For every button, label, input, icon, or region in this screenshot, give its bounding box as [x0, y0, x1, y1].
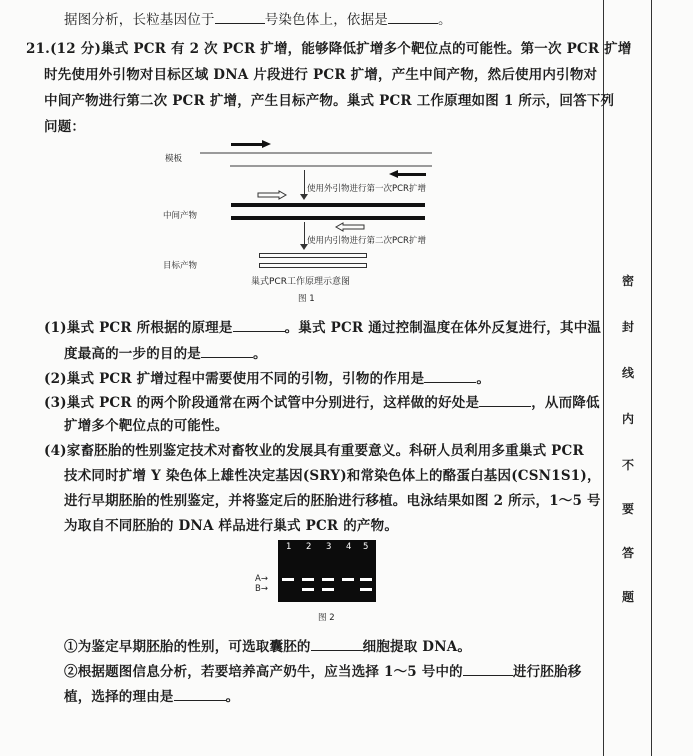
band-a — [360, 578, 372, 581]
inner-primer-reverse-icon — [335, 222, 365, 232]
subquestion-2: (2)巢式 PCR 扩增过程中需要使用不同的引物，引物的作用是 。 — [44, 371, 491, 387]
side-char: 封 — [621, 320, 634, 334]
label-target: 目标产物 — [163, 261, 198, 271]
answer-blank[interactable] — [463, 662, 513, 676]
subquestion-1-cont: 度最高的一步的目的是 。 — [64, 346, 267, 362]
side-char: 线 — [621, 366, 634, 380]
target-strand-top — [259, 253, 367, 258]
side-char: 不 — [621, 458, 634, 472]
answer-blank[interactable] — [311, 637, 363, 651]
arrow-right-icon — [262, 139, 272, 149]
side-char: 密 — [621, 274, 634, 288]
outer-primer-forward — [231, 143, 265, 146]
part-1: ①为鉴定早期胚胎的性别，可选取囊胚的 细胞提取 DNA。 — [64, 639, 472, 655]
arrow-left-icon — [389, 169, 399, 179]
answer-blank[interactable] — [233, 318, 285, 332]
label-template: 模板 — [165, 154, 183, 164]
step2-text: 使用内引物进行第二次PCR扩增 — [307, 236, 426, 246]
stem-line: 问题： — [44, 119, 86, 135]
template-strand-top — [200, 152, 432, 154]
sub4-line: 为取自不同胚胎的 DNA 样品进行巢式 PCR 的产物。 — [64, 518, 399, 534]
intermediate-strand-bottom — [231, 216, 425, 220]
band-a — [282, 578, 294, 581]
stem-line: 中间产物进行第二次 PCR 扩增，产生目标产物。巢式 PCR 工作原理如图 1 所示，回答下列 — [44, 93, 615, 109]
part-2-cont: 植，选择的理由是 。 — [64, 689, 240, 705]
sub4-line: 技术同时扩增 Y 染色体上雄性决定基因(SRY)和常染色体上的酪蛋白基因(CSN1S1)， — [64, 468, 601, 484]
lane-number: 1 — [286, 542, 292, 552]
subquestion-3: (3)巢式 PCR 的两个阶段通常在两个试管中分别进行，这样做的好处是 ，从而降低 — [44, 395, 600, 411]
band-b-label: B→ — [255, 584, 268, 594]
margin-rule-left — [603, 0, 604, 756]
subquestion-3-cont: 扩增多个靶位点的可能性。 — [64, 418, 229, 434]
figure-1-caption: 巢式PCR工作原理示意图 — [251, 277, 350, 287]
band-a-label: A→ — [255, 574, 268, 584]
figure-2-number: 图 2 — [318, 613, 335, 623]
arrow-down-icon — [300, 194, 309, 201]
part-2: ②根据题图信息分析，若要培养高产奶牛，应当选择 1～5 号中的 进行胚胎移 — [64, 664, 582, 680]
side-char: 题 — [621, 590, 634, 604]
stem-line: 21.(12 分)巢式 PCR 有 2 次 PCR 扩增，能够降低扩增多个靶位点的可能性。第一次 PCR 扩增 — [26, 41, 632, 57]
intermediate-strand-top — [231, 203, 425, 207]
answer-blank[interactable] — [424, 369, 476, 383]
lane-number: 2 — [306, 542, 312, 552]
inner-primer-forward-icon — [257, 190, 287, 200]
subquestion-1: (1)巢式 PCR 所根据的原理是 。巢式 PCR 通过控制温度在体外反复进行，其中温 — [44, 320, 602, 336]
previous-question-tail: 据图分析，长粒基因位于 号染色体上，依据是 。 — [64, 12, 452, 28]
lane-number: 4 — [346, 542, 352, 552]
answer-blank[interactable] — [388, 10, 438, 24]
side-char: 要 — [621, 502, 634, 516]
sub4-line: (4)家畜胚胎的性别鉴定技术对畜牧业的发展具有重要意义。科研人员利用多重巢式 PCR — [44, 443, 584, 459]
lane-number: 3 — [326, 542, 332, 552]
answer-blank[interactable] — [201, 344, 253, 358]
band-b — [302, 588, 314, 591]
side-char: 内 — [621, 412, 634, 426]
figure-1-number: 图 1 — [298, 294, 315, 304]
lane-number: 5 — [363, 542, 369, 552]
band-b — [322, 588, 334, 591]
answer-blank[interactable] — [174, 687, 226, 701]
answer-blank[interactable] — [215, 10, 265, 24]
side-char: 答 — [621, 546, 634, 560]
band-a — [322, 578, 334, 581]
target-strand-bottom — [259, 263, 367, 268]
band-a — [342, 578, 354, 581]
sub4-line: 进行早期胚胎的性别鉴定，并将鉴定后的胚胎进行移植。电泳结果如图 2 所示，1～5 号 — [64, 493, 601, 509]
step1-text: 使用外引物进行第一次PCR扩增 — [307, 184, 426, 194]
band-b — [360, 588, 372, 591]
band-a — [302, 578, 314, 581]
outer-primer-reverse — [396, 173, 426, 176]
template-strand-bottom — [230, 165, 432, 167]
answer-blank[interactable] — [479, 393, 531, 407]
label-intermediate: 中间产物 — [163, 211, 198, 221]
margin-rule-right — [651, 0, 652, 756]
stem-line: 时先使用外引物对目标区域 DNA 片段进行 PCR 扩增，产生中间产物，然后使用内引物对 — [44, 67, 598, 83]
